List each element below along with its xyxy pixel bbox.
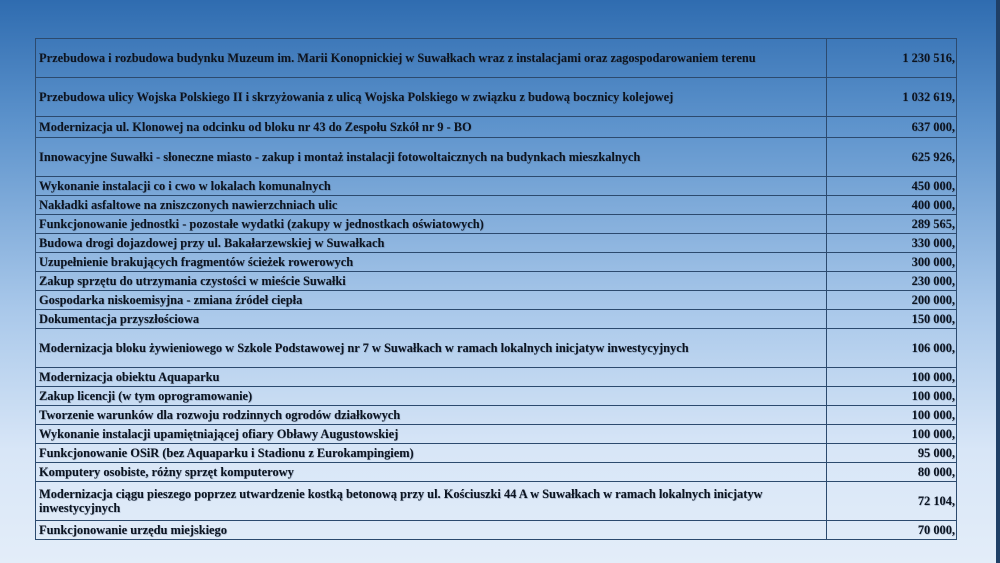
- row-name: Funkcjonowanie jednostki - pozostałe wydatki (zakupy w jednostkach oświatowych): [36, 215, 827, 234]
- table-row: [36, 291, 957, 310]
- row-name: Budowa drogi dojazdowej przy ul. Bakałarzewskiej w Suwałkach: [36, 234, 827, 253]
- table-row: [36, 196, 957, 215]
- row-name: Komputery osobiste, różny sprzęt komputerowy: [36, 463, 827, 482]
- row-amount: 230 000,: [827, 272, 957, 291]
- table-row: [36, 177, 957, 196]
- table-row: [36, 425, 957, 444]
- table-row: [36, 39, 957, 78]
- row-amount: 100 000,: [827, 387, 957, 406]
- row-amount: 70 000,: [827, 521, 957, 540]
- row-amount: 1 032 619,: [827, 78, 957, 117]
- row-name: Modernizacja bloku żywieniowego w Szkole Podstawowej nr 7 w Suwałkach w ramach lokalnych inicjatyw inwestycyjnych: [36, 329, 827, 368]
- table-row: [36, 117, 957, 138]
- row-amount: 100 000,: [827, 425, 957, 444]
- investment-table: [35, 38, 957, 540]
- row-amount: 625 926,: [827, 138, 957, 177]
- row-name: Zakup sprzętu do utrzymania czystości w mieście Suwałki: [36, 272, 827, 291]
- row-name: Modernizacja ul. Klonowej na odcinku od bloku nr 43 do Zespołu Szkół nr 9 - BO: [36, 117, 827, 138]
- table-row: [36, 310, 957, 329]
- table-row: [36, 138, 957, 177]
- row-name: Funkcjonowanie OSiR (bez Aquaparku i Stadionu z Eurokampingiem): [36, 444, 827, 463]
- row-amount: 289 565,: [827, 215, 957, 234]
- row-amount: 80 000,: [827, 463, 957, 482]
- table-row: [36, 406, 957, 425]
- row-name: Zakup licencji (w tym oprogramowanie): [36, 387, 827, 406]
- row-amount: 150 000,: [827, 310, 957, 329]
- row-name: Gospodarka niskoemisyjna - zmiana źródeł ciepła: [36, 291, 827, 310]
- row-amount: 330 000,: [827, 234, 957, 253]
- table-row: [36, 272, 957, 291]
- table-row: [36, 78, 957, 117]
- row-amount: 100 000,: [827, 406, 957, 425]
- row-name: Innowacyjne Suwałki - słoneczne miasto - zakup i montaż instalacji fotowoltaicznych na budynkach mieszkalnych: [36, 138, 827, 177]
- row-name: Wykonanie instalacji upamiętniającej ofiary Obławy Augustowskiej: [36, 425, 827, 444]
- row-amount: 1 230 516,: [827, 39, 957, 78]
- row-amount: 300 000,: [827, 253, 957, 272]
- row-amount: 106 000,: [827, 329, 957, 368]
- row-amount: 637 000,: [827, 117, 957, 138]
- row-amount: 72 104,: [827, 482, 957, 521]
- table-row: [36, 253, 957, 272]
- row-name: Przebudowa ulicy Wojska Polskiego II i skrzyżowania z ulicą Wojska Polskiego w związku z budową bocznicy kolejowej: [36, 78, 827, 117]
- table-row: [36, 521, 957, 540]
- table-row: [36, 444, 957, 463]
- table-row: [36, 463, 957, 482]
- table-row: [36, 368, 957, 387]
- row-name: Nakładki asfaltowe na zniszczonych nawierzchniach ulic: [36, 196, 827, 215]
- table-row: [36, 387, 957, 406]
- table-row: [36, 329, 957, 368]
- row-amount: 450 000,: [827, 177, 957, 196]
- row-amount: 200 000,: [827, 291, 957, 310]
- row-amount: 100 000,: [827, 368, 957, 387]
- slide-edge: [996, 0, 1000, 563]
- row-name: Dokumentacja przyszłościowa: [36, 310, 827, 329]
- row-name: Funkcjonowanie urzędu miejskiego: [36, 521, 827, 540]
- row-amount: 400 000,: [827, 196, 957, 215]
- row-amount: 95 000,: [827, 444, 957, 463]
- table-row: [36, 215, 957, 234]
- row-name: Modernizacja obiektu Aquaparku: [36, 368, 827, 387]
- row-name: Wykonanie instalacji co i cwo w lokalach komunalnych: [36, 177, 827, 196]
- table-row: [36, 482, 957, 521]
- table-row: [36, 234, 957, 253]
- row-name: Modernizacja ciągu pieszego poprzez utwardzenie kostką betonową przy ul. Kościuszki 44 A w Suwałkach w ramach lokalnych inicjatyw inwestycyjnych: [36, 482, 827, 521]
- row-name: Przebudowa i rozbudowa budynku Muzeum im. Marii Konopnickiej w Suwałkach wraz z instalacjami oraz zagospodarowaniem terenu: [36, 39, 827, 78]
- row-name: Uzupełnienie brakujących fragmentów ścieżek rowerowych: [36, 253, 827, 272]
- row-name: Tworzenie warunków dla rozwoju rodzinnych ogrodów działkowych: [36, 406, 827, 425]
